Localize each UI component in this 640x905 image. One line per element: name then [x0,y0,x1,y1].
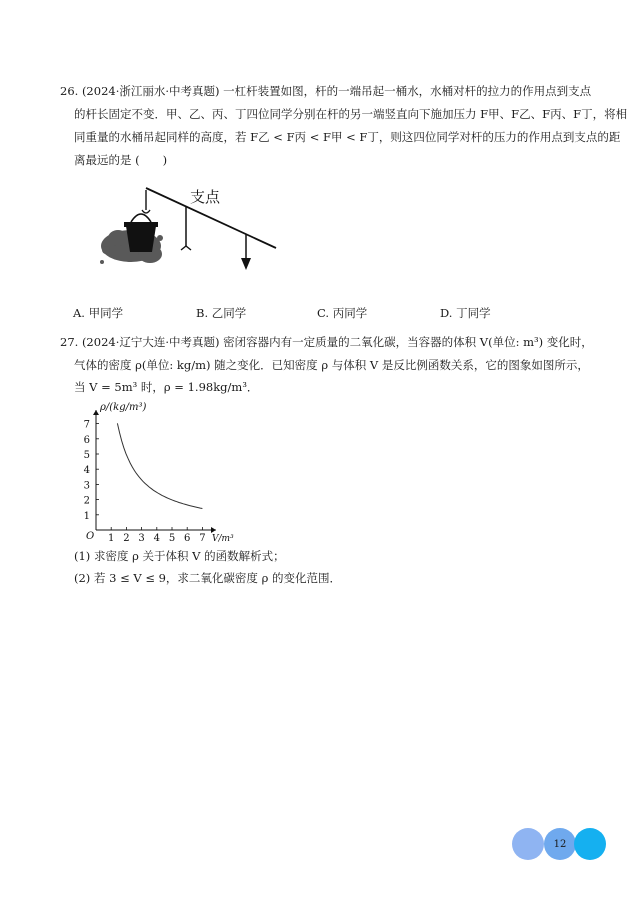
q27-line-2: 气体的密度 ρ(单位: kg/m) 随之变化．已知密度 ρ 与体积 V 是反比例函数关系，它的图象如图所示， [74,358,589,372]
y-axis-label: ρ/(kg/m³) [100,402,147,413]
pivot-support [181,207,191,250]
x-tick-label: 2 [123,533,130,544]
x-tick-label: 4 [153,533,160,544]
x-tick-label: 7 [199,533,206,544]
option-c: C. 丙同学 [317,306,368,320]
q27-line-3: 当 V = 5m³ 时，ρ = 1.98kg/m³． [74,380,259,394]
x-tick-label: 3 [138,533,145,544]
y-tick-label: 5 [83,450,90,461]
y-tick-label: 4 [83,465,90,477]
q27-part-1: (1) 求密度 ρ 关于体积 V 的函数解析式； [74,549,285,563]
y-tick-label: 2 [83,495,90,507]
lever-figure [98,180,288,279]
page-badge-left [512,828,544,860]
x-tick-label: 5 [168,533,176,544]
x-tick-label: 6 [184,533,191,544]
pivot-label: 支点 [190,188,221,206]
density-chart [66,394,246,550]
page-number [544,828,576,860]
q26-line-4: 离最远的是 ( ) [74,153,168,167]
q26-line-3: 同重量的水桶吊起同样的高度，若 F乙 < F丙 < F甲 < F丁，则这四位同学对杆的压力的作用点到支点的距 [74,130,621,144]
option-b: B. 乙同学 [196,306,247,320]
q26-line-2: 的杆长固定不变．甲、乙、丙、丁四位同学分别在杆的另一端竖直向下施加压力 F甲、F乙、F丙、F丁，将相 [74,107,628,121]
y-tick-label: 3 [83,480,90,492]
option-d: D. 丁同学 [440,306,491,320]
option-a: A. 甲同学 [73,306,124,320]
force-arrow-icon [241,234,251,270]
y-tick-label: 1 [83,510,90,522]
q26-line-1: 26. (2024·浙江丽水·中考真题) 一杠杆装置如图，杆的一端吊起一桶水，水桶对杆的拉力的作用点到支点 [60,84,592,98]
x-axis-arrow [211,527,216,533]
page-badge-right [574,828,606,860]
q27-line-1: 27. (2024·辽宁大连·中考真题) 密闭容器内有一定质量的二氧化碳，当容器的体积 V(单位: m³) 变化时， [60,335,593,349]
density-curve [117,423,202,508]
y-axis-arrow [93,410,99,415]
y-tick-label: 6 [83,434,90,446]
q27-part-2: (2) 若 3 ≤ V ≤ 9，求二氧化碳密度 ρ 的变化范围． [74,571,342,585]
x-tick-label: 1 [108,533,115,544]
page-number-text: 12 [553,838,567,850]
x-axis-label: V/m³ [212,534,234,544]
y-tick-label: 7 [83,419,90,431]
origin-label: O [86,531,95,542]
